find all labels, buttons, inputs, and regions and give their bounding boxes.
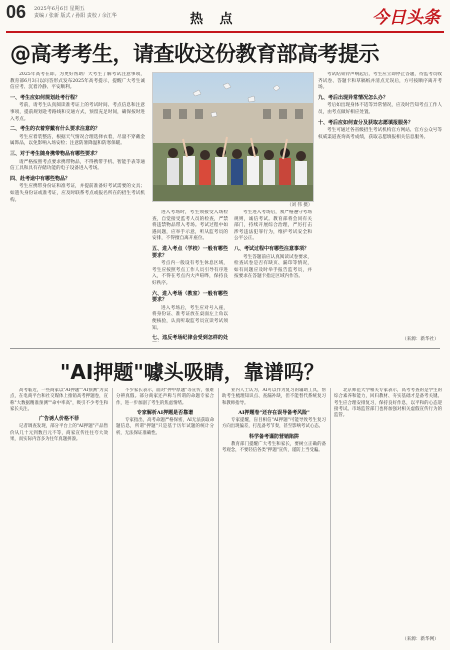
masthead-meta <box>34 6 164 20</box>
section-title: 热 点 <box>190 12 239 27</box>
story2-column-4 <box>334 388 442 633</box>
story2-subhead-2: 专家解析AI押题是否靠谱 <box>136 409 194 416</box>
story2-headline: "AI押题"噱头吸睛，靠谱吗？ <box>60 360 324 384</box>
story1-col4-qa <box>318 95 442 142</box>
page-number: 06 <box>6 2 27 22</box>
story2-col3c-text: 教育部门提醒广大考生和家长，要树立正确的备考观念，不要轻信各类"押题"宣传，谨防上当受骗。 <box>222 442 326 454</box>
question-heading: 四、赴考途中有哪些物品？ <box>10 175 71 182</box>
story2-source: （来源：新华网） <box>402 637 439 642</box>
question-heading: 七、违反考场纪律会受到怎样的处 <box>152 335 228 342</box>
story2-col4-text: 北京师范大学相关专家表示，高考考查的是学生的综合素养和能力，回归教材、夯实基础才是备考关键。考生应合理安排复习，保持良好作息，以平和的心态迎接考试。市场监管部门也将加强对相关虚假宣传行为的监管。 <box>334 388 442 419</box>
answer-text: 进入考场后，考生应对号入座，将身份证、准考证放在桌面左上角以便核验，认真听取监考员宣读考试须知。 <box>152 305 228 331</box>
story2-column-1 <box>10 388 108 643</box>
answer-text: 考后如出现身体不适等异常情况，应及时告知考点工作人员，由考点做好相应处置。 <box>318 103 442 115</box>
story2-subhead-4: 科学备考谨防营销陷阱 <box>248 433 299 440</box>
story1-col2-text: 进入考场时，考生须接受入场检查，自觉接受监考人员的检查，严禁将违禁物品带入考场。考试过程中如遇问题，应举手示意，听从监考员的安排，不得擅自离开座位。 <box>152 210 228 242</box>
story1-source: （来源：新华社） <box>402 337 439 342</box>
column-rule <box>330 388 331 643</box>
story1-column-3 <box>234 210 312 342</box>
column-rule <box>218 388 219 643</box>
story2-col3b-text: 专家提醒，盲目相信"AI押题"可能导致考生复习方向出现偏差，打乱备考节奏，甚至影响考试心态。 <box>222 418 326 430</box>
question-heading: 九、考后出现异常情况怎么办？ <box>318 94 389 101</box>
masthead-rule <box>6 31 444 33</box>
story1-col3-text: 考生进入考场后，须严格遵守考场规则，诚信考试。教育部将会同有关部门，持续开展综合治理，严厉打击涉考违法犯罪行为，维护考试安全和公平公正。 <box>234 210 312 242</box>
answer-text: 考点内一般设有考生休息区域，考生应按照考点工作人员引导有序进入，不得在考点内大声喧哗，保持良好秩序。 <box>152 261 228 286</box>
story1-col4-text: 考试结束铃声响起后，考生应立即停止答题，待监考员收齐试卷、答题卡和草稿纸并清点无误后，方可按顺序离开考场。 <box>318 72 442 91</box>
question-heading: 三、对于考生随身携带物品有哪些要求？ <box>10 150 101 157</box>
question-heading: 二、考生的衣着穿戴有什么要求注意的？ <box>10 126 101 133</box>
story2-subhead-1: 广告诱人价格不菲 <box>38 416 79 423</box>
question-heading: 五、进入考点（学校）一般有哪些要求？ <box>152 245 228 259</box>
story1-col2-qa <box>152 246 228 342</box>
story2-column-3 <box>222 388 326 643</box>
masthead <box>0 0 450 34</box>
story1-column-4 <box>318 72 442 334</box>
story2-col2-text: 不少家长表示，面对"押中原题"等宣传，很难分辨真假。部分商家还声称与所谓的命题专家合作，进一步加剧了考生的焦虑情绪。 <box>116 388 214 406</box>
answer-text: 考生应携带身份证和准考证，并提前准备好考试需要的文具；如遗失身份证或准考证，应及时联系考点或报名所在的招生考试机构。 <box>10 184 145 203</box>
question-heading: 一、考生应如何规划赴考行程？ <box>10 94 81 101</box>
newspaper-logo: 今日头条 <box>372 8 440 28</box>
photo-caption: （刘 伟 摄） <box>287 203 313 208</box>
story2-col1b-text: 记者调查发现，部分平台上的"AI押题"产品售价从几十元到数百元不等，商家宣传往往夸大效果，而实际内容多为往年真题拼凑。 <box>10 424 108 443</box>
question-heading: 十、考后应如何查分及获取志愿填报服务？ <box>318 119 414 126</box>
story2-subhead-3: AI押题卷"还存在误导备考风险" <box>238 409 310 416</box>
answer-text: 考生可通过各省级招生考试机构官方网站、官方公众号等权威渠道查询高考成绩，获取志愿填报相关信息服务。 <box>318 128 442 140</box>
story1-column-2 <box>152 210 228 342</box>
story1-intro: 2025年高考在即。为更好帮助广大考生了解考试注意事项，教育部6月3日以问答形式发布2025年高考提示，提醒广大考生诚信应考、沉着冷静、平安顺利。 <box>10 72 145 91</box>
story1-col3-qa <box>234 246 312 281</box>
story2-column-2 <box>116 388 214 643</box>
story1-headline: @高考考生，请查收这份教育部高考提示 <box>10 42 379 66</box>
answer-text: 考生答题前应认真阅读试卷要求，检查试卷是否有缺页、漏印等情况，如有问题应及时举手报告监考员，并按要求在答题卡指定区域内作答。 <box>234 254 312 280</box>
answer-text: 考前，请考生认真阅读准考证上的考试时间、考点信息和注意事项，提前规划赴考路线和交通方式，预留充足时间，确保按时进入考点。 <box>10 103 145 122</box>
answer-text: 考生应着装整洁，根据天气情况合理选择衣着，尽量不穿戴金属饰品，以免影响入场安检；注意防暑降温和防寒保暖。 <box>10 134 145 147</box>
story2-col1-text: 高考临近，一些商家以"AI押题""AI预测"为卖点，在电商平台和社交媒体上推销高考押题卷，宣称"大数据精准预测""命中率高"，吸引不少考生和家长关注。 <box>10 388 108 412</box>
question-heading: 八、考试过程中有哪些注意事项？ <box>234 245 310 252</box>
story-divider <box>10 348 440 349</box>
story2-col2b-text: 专家指出，高考命题严格保密，AI无法获取命题信息，所谓"押题"只是基于历年试题的统计分析，无法保证准确性。 <box>116 418 214 436</box>
exam-students-photo <box>152 72 314 202</box>
question-heading: 六、进入考场（教室）一般有哪些要求？ <box>152 290 228 304</box>
masthead-editors: 责编 / 张新 版式 / 孙阳 责校 / 余江华 <box>34 13 117 19</box>
story2-col3-text: 业内人士认为，AI可以作为复习的辅助工具，帮助考生梳理知识点、查漏补缺，但不能替代系统复习和教师指导。 <box>222 388 326 406</box>
story1-qa-list <box>10 95 145 204</box>
masthead-date: 2025年6月6日 星期五 <box>34 6 85 12</box>
column-rule <box>112 388 113 643</box>
answer-text: 请严格按照考点要求携带物品，不得携带手机、智能手表等通信工具和具有存储功能的电子设备进入考场。 <box>10 159 145 172</box>
story1-column-1 <box>10 72 145 342</box>
